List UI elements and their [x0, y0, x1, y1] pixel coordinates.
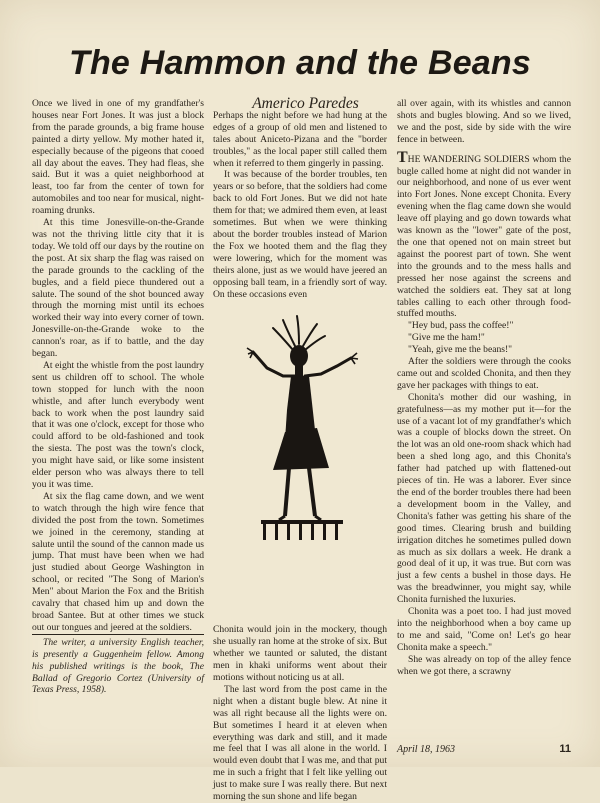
- paragraph: After the soldiers were through the cooks came out and scolded Chonita, and then they gave her packages with things to eat.: [397, 356, 571, 391]
- article-title: The Hammon and the Beans: [69, 44, 531, 82]
- author-note: The writer, a university English teacher, is presently a Guggenheim fellow. Among his published writings is the book, The Ballad of Gregorio Cortez (University of Texas Press, 1958).: [32, 634, 204, 697]
- paragraph: "Hey bud, pass the coffee!": [408, 320, 514, 332]
- drop-cap: T: [397, 148, 408, 166]
- paragraph: At this time Jonesville-on-the-Grande was not the thriving little city that it is today. We told off our days by the routine on the post. At six sharp the flag was raised on the parade grounds to the cackling of the bugles, and a field piece thundered out a salute. The sound of the shot bounced away through the morning mist until its echoes worked their way into every corner of town. Jonesville-on-the-Grande woke to the cannon's roar, as if to battle, and the day began.: [32, 217, 204, 360]
- paragraph: At eight the whistle from the post laundry sent us children off to school. The whole town stopped for lunch with the noon whistle, and after lunch everybody went back to work when the post laundry said that it was one o'clock, except for those who could afford to be old-fashioned and took the siesta. The post was the town's clock, you might have said, or like some insistent elder person who was always there to tell you it was time.: [32, 359, 204, 490]
- girl-on-fence-illustration: [213, 310, 387, 622]
- section-opening-paragraph: [397, 148, 571, 321]
- issue-date: April 18, 1963: [397, 744, 456, 755]
- paragraph: She was already on top of the alley fence when we got there, a scrawny: [397, 653, 571, 677]
- paragraph: all over again, with its whistles and cannon shots and bugles blowing. And so we lived, we and the post, side by side with the wire fence in between.: [397, 98, 571, 145]
- paragraph: At six the flag came down, and we went to watch through the high wire fence that divided the post from the town. Sometimes we joined in the ceremony, standing at salute until the sound of the cannon made us jump. That must have been when we had just studied about George Washington in school, or recited "The Song of Marion's Men" about Marion the Fox and the British cavalry that chased him up and down the broad Santee. But at other times we stuck out our tongues and jeered at the soldiers.: [32, 490, 204, 633]
- paragraph: Perhaps the night before we had hung at the edges of a group of old men and listened to tales about Aniceto-Pizana and the "border troubles," as the local paper still called them when it referred to them gingerly in passing.: [213, 109, 387, 169]
- column-3: [397, 98, 571, 736]
- paragraph: "Give me the ham!": [408, 332, 485, 344]
- paragraph: The last word from the post came in the night when a distant bugle blew. At nine it was all right because all the lights were on. But sometimes I heard it at eleven when everything was dark and still, and it made me feel that I was all alone in the world. I would even doubt that I was me, and that put me in such a fright that I felt like yelling out just to make sure I was really there. But next morning the sun shone and life began: [213, 683, 387, 803]
- paragraph-text: whom the bugle called home at night did not wander in our neighborhood, and none of us ever went into Fort Jones. None except Chonita. Every evening when the flag came down she would leave off playing and go down towards what was known as the "lower" gate of the post, the one that opened not on main street but against the poorest part of town. She went into the grounds and to the mess halls and pressed her nose against the screens and watched the soldiers eat. They sat at long tables calling to each other through food-stuffed mouths.: [397, 153, 571, 320]
- paragraph: It was because of the border troubles, ten years or so before, that the soldiers had come back to old Fort Jones. But we did not hate them for that; we admired them even, at least sometimes. But when we were thinking about the border troubles instead of Marion the Fox we hooted them and the flag they were lowering, which for the moment was theirs alone, just as we would have jeered an opposing ball team, in a friendly sort of way. On these occasions even: [213, 169, 387, 300]
- column-1: [32, 98, 204, 764]
- page-number: 11: [559, 743, 571, 755]
- paragraph: Chonita's mother did our washing, in gratefulness—as my mother put it—for the use of a vacant lot of my grandfather's which was a couple of blocks down the street. On the lot was an old one-room shack which had been a shed long ago, and this Chonita's father had patched up with flattened-out pieces of tin. He was a laborer. Ever since the end of the border troubles there had been a development boom in the Valley, and Chonita's father was getting his share of the good times. Clearing brush and building irrigation ditches he sometimes pulled down as much as six dollars a week. He drank a good deal of it up, it was true. But corn was just a few cents a bushel in those days. He was the breadwinner, you might say, while Chonita furnished the luxuries.: [397, 391, 571, 606]
- small-caps-lead: HE WANDERING SOLDIERS: [407, 153, 530, 165]
- paragraph: Chonita would join in the mockery, though she usually ran home at the stroke of six. But whether we taunted or saluted, the distant men in khaki uniforms went about their motions without noticing us at all.: [213, 624, 387, 684]
- girl-silhouette-icon: [233, 310, 367, 622]
- paragraph: Once we lived in one of my grandfather's houses near Fort Jones. It was just a block from the parade grounds, a big frame house painted a dirty yellow. My mother hated it, especially because of the pigeons that cooed all day about the eaves. They had fleas, she said. But it was a quiet neighborhood at least, too far from the center of town for automobiles and too near for musical, night-roaming drunks.: [32, 98, 204, 217]
- author-byline: Americo Paredes: [252, 95, 359, 112]
- paragraph: "Yeah, give me the beans!": [408, 344, 513, 356]
- column-2: [213, 95, 387, 803]
- paragraph: Chonita was a poet too. I had just moved into the neighborhood when a boy came up to me and said, "Come on! Let's go hear Chonita make a speech.": [397, 606, 571, 653]
